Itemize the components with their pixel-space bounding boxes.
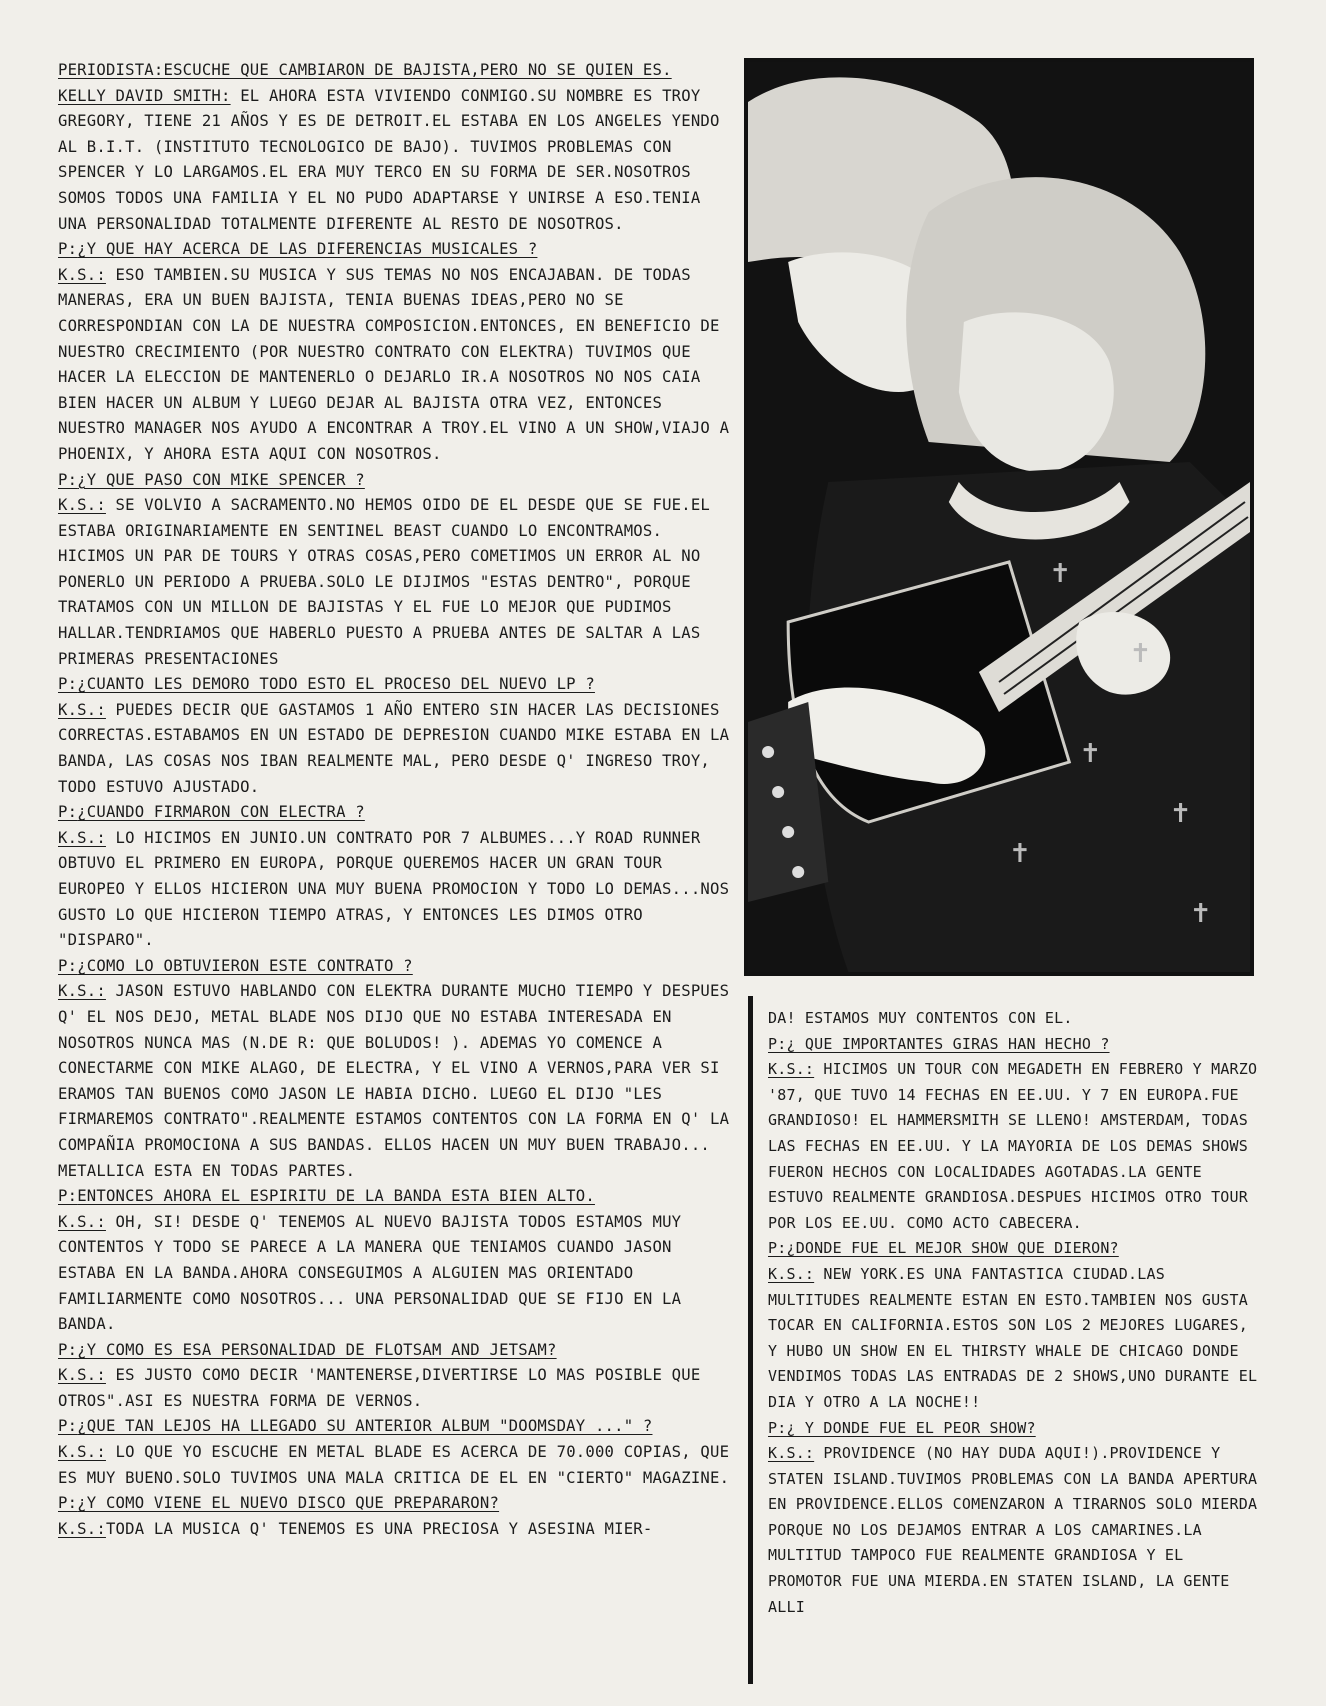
question-paragraph [58, 1184, 738, 1210]
question-text: ¿ Y DONDE FUE EL PEOR SHOW? [786, 1418, 1036, 1437]
speaker-label: PERIODISTA: [58, 61, 164, 79]
question-text: ESCUCHE QUE CAMBIARON DE BAJISTA,PERO NO SE QUIEN ES. [163, 61, 672, 79]
question-paragraph [58, 1414, 738, 1440]
left-column [58, 58, 738, 1542]
question-text: ¿Y COMO ES ESA PERSONALIDAD DE FLOTSAM AND JETSAM? [77, 1340, 557, 1359]
speaker-label: K.S.: [58, 828, 106, 847]
speaker-label: P: [58, 1187, 78, 1206]
svg-text:✝: ✝ [1189, 899, 1212, 929]
answer-paragraph [58, 1210, 738, 1338]
question-text: ¿Y QUE PASO CON MIKE SPENCER ? [77, 470, 365, 489]
question-paragraph [58, 800, 738, 826]
speaker-label: P: [58, 1340, 78, 1359]
answer-paragraph [768, 1006, 1266, 1032]
speaker-label: K.S.: [58, 1366, 106, 1385]
answer-text: PUEDES DECIR QUE GASTAMOS 1 AÑO ENTERO SIN HACER LAS DECISIONES CORRECTAS.ESTABAMOS EN UN ESTADO DE DEPRESION CUANDO MIKE ESTABA EN LA BANDA, LAS COSAS NOS IBAN REALMENTE MAL, PERO DESDE Q' INGRESO TROY, TODO ESTUVO AJUSTADO. [58, 700, 730, 796]
answer-text: ESO TAMBIEN.SU MUSICA Y SUS TEMAS NO NOS ENCAJABAN. DE TODAS MANERAS, ERA UN BUEN BAJISTA, TENIA BUENAS IDEAS,PERO NO SE CORRESPONDIAN CON LA DE NUESTRA COMPOSICION.ENTONCES, EN BENEFICIO DE NUESTRO CRECIMIENTO (POR NUESTRO CONTRATO CON ELEKTRA) TUVIMOS QUE HACER LA ELECCION DE MANTENERLO O DEJARLO IR.A NOSOTROS NO NOS CAIA BIEN HACER UN ALBUM Y LUEGO DEJAR AL BAJISTA OTRA VEZ, ENTONCES NUESTRO MANAGER NOS AYUDO A ENCONTRAR A TROY.EL VINO A UN SHOW,VIAJO A PHOENIX, Y AHORA ESTA AQUI CON NOSOTROS. [58, 265, 730, 463]
right-column [768, 1006, 1266, 1620]
speaker-label: P: [58, 675, 78, 694]
answer-paragraph [768, 1262, 1266, 1416]
answer-text: TODA LA MUSICA Q' TENEMOS ES UNA PRECIOSA Y ASESINA MIER- [105, 1519, 653, 1538]
guitarist-photo-image [748, 62, 1250, 972]
speaker-label: P: [58, 803, 78, 822]
answer-paragraph [58, 1517, 738, 1543]
band-photo [744, 58, 1254, 976]
answer-text: EL AHORA ESTA VIVIENDO CONMIGO.SU NOMBRE ES TROY GREGORY, TIENE 21 AÑOS Y ES DE DETROIT.EL ESTABA EN LOS ANGELES YENDO AL B.I.T. (INSTITUTO TECNOLOGICO DE BAJO). TUVIMOS PROBLEMAS CON SPENCER Y LO LARGAMOS.EL ERA MUY TERCO EN SU FORMA DE SER.NOSOTROS SOMOS TODOS UNA FAMILIA Y EL NO PUDO ADAPTARSE Y UNIRSE A ESO.TENIA UNA PERSONALIDAD TOTALMENTE DIFERENTE AL RESTO DE NOSOTROS. [58, 86, 720, 233]
speaker-label: P: [768, 1239, 787, 1258]
speaker-label: K.S.: [58, 265, 106, 284]
answer-paragraph [768, 1441, 1266, 1620]
question-paragraph [768, 1416, 1266, 1442]
speaker-label: K.S.: [58, 496, 106, 515]
answer-paragraph [58, 979, 738, 1184]
answer-text: NEW YORK.ES UNA FANTASTICA CIUDAD.LAS MULTITUDES REALMENTE ESTAN EN ESTO.TAMBIEN NOS GUSTA TOCAR EN CALIFORNIA.ESTOS SON LOS 2 MEJORES LUGARES, Y HUBO UN SHOW EN EL THIRSTY WHALE DE CHICAGO DONDE VENDIMOS TODAS LAS ENTRADAS DE 2 SHOWS,UNO DURANTE EL DIA Y OTRO A LA NOCHE!! [768, 1264, 1258, 1411]
speaker-label: KELLY DAVID SMITH: [58, 86, 231, 105]
question-paragraph [58, 58, 738, 84]
question-paragraph [58, 672, 738, 698]
answer-text: LO HICIMOS EN JUNIO.UN CONTRATO POR 7 ALBUMES...Y ROAD RUNNER OBTUVO EL PRIMERO EN EUROPA, PORQUE QUEREMOS HACER UN GRAN TOUR EUROPEO Y ELLOS HICIERON UNA MUY BUENA PROMOCION Y TODO LO DEMAS...NOS GUSTO LO QUE HICIERON TIEMPO ATRAS, Y ENTONCES LES DIMOS OTRO "DISPARO". [58, 828, 730, 950]
question-paragraph [58, 237, 738, 263]
speaker-label: P: [58, 1494, 78, 1513]
svg-text:✝: ✝ [1049, 559, 1072, 589]
answer-text: DA! ESTAMOS MUY CONTENTOS CON EL. [768, 1009, 1073, 1027]
question-paragraph [58, 1491, 738, 1517]
question-text: ¿DONDE FUE EL MEJOR SHOW QUE DIERON? [786, 1239, 1119, 1258]
answer-paragraph [58, 826, 738, 954]
question-text: ¿COMO LO OBTUVIERON ESTE CONTRATO ? [77, 956, 413, 975]
speaker-label: K.S.: [58, 700, 106, 719]
answer-text: OH, SI! DESDE Q' TENEMOS AL NUEVO BAJISTA TODOS ESTAMOS MUY CONTENTOS Y TODO SE PARECE A LA MANERA QUE TENIAMOS CUANDO JASON ESTABA EN LA BANDA.AHORA CONSEGUIMOS A ALGUIEN MAS ORIENTADO FAMILIARMENTE COMO NOSOTROS... UNA PERSONALIDAD QUE SE FIJO EN LA BANDA. [58, 1212, 682, 1334]
answer-paragraph [58, 84, 738, 238]
question-text: ¿CUANDO FIRMARON CON ELECTRA ? [77, 803, 365, 822]
column-divider [748, 996, 753, 1684]
speaker-label: K.S.: [768, 1264, 815, 1283]
answer-paragraph [58, 1363, 738, 1414]
speaker-label: P: [58, 240, 78, 259]
answer-paragraph [768, 1057, 1266, 1236]
question-text: ¿Y COMO VIENE EL NUEVO DISCO QUE PREPARARON? [77, 1494, 500, 1513]
question-text: ¿Y QUE HAY ACERCA DE LAS DIFERENCIAS MUSICALES ? [77, 240, 538, 259]
answer-text: PROVIDENCE (NO HAY DUDA AQUI!).PROVIDENCE Y STATEN ISLAND.TUVIMOS PROBLEMAS CON LA BANDA APERTURA EN PROVIDENCE.ELLOS COMENZARON A TIRARNOS SOLO MIERDA PORQUE NO LOS DEJAMOS ENTRAR A LOS CAMARINES.LA MULTITUD TAMPOCO FUE REALMENTE GRANDIOSA Y EL PROMOTOR FUE UNA MIERDA.EN STATEN ISLAND, LA GENTE ALLI [768, 1444, 1258, 1616]
question-paragraph [58, 468, 738, 494]
speaker-label: K.S.: [768, 1060, 815, 1079]
question-text: ¿QUE TAN LEJOS HA LLEGADO SU ANTERIOR ALBUM "DOOMSDAY ..." ? [77, 1417, 653, 1436]
speaker-label: P: [58, 1417, 78, 1436]
answer-paragraph [58, 1440, 738, 1491]
speaker-label: K.S.: [58, 1443, 106, 1462]
question-paragraph [768, 1032, 1266, 1058]
svg-text:✝: ✝ [1009, 839, 1031, 869]
speaker-label: P: [768, 1034, 787, 1053]
speaker-label: K.S.: [58, 982, 106, 1001]
question-paragraph [58, 954, 738, 980]
answer-text: SE VOLVIO A SACRAMENTO.NO HEMOS OIDO DE EL DESDE QUE SE FUE.EL ESTABA ORIGINARIAMENTE EN SENTINEL BEAST CUANDO LO ENCONTRAMOS. HICIMOS UN PAR DE TOURS Y OTRAS COSAS,PERO COMETIMOS UN ERROR AL NO PONERLO UN PERIODO A PRUEBA.SOLO LE DIJIMOS "ESTAS DENTRO", PORQUE TRATAMOS CON UN MILLON DE BAJISTAS Y EL FUE LO MEJOR QUE PUDIMOS HALLAR.TENDRIAMOS QUE HABERLO PUESTO A PRUEBA ANTES DE SALTAR A LAS PRIMERAS PRESENTACIONES [58, 496, 711, 668]
speaker-label: K.S.: [768, 1444, 815, 1463]
answer-text: HICIMOS UN TOUR CON MEGADETH EN FEBRERO Y MARZO '87, QUE TUVO 14 FECHAS EN EE.UU. Y 7 EN EUROPA.FUE GRANDIOSO! EL HAMMERSMITH SE LLENO! AMSTERDAM, TODAS LAS FECHAS EN EE.UU. Y LA MAYORIA DE LOS DEMAS SHOWS FUERON HECHOS CON LOCALIDADES AGOTADAS.LA GENTE ESTUVO REALMENTE GRANDIOSA.DESPUES HICIMOS OTRO TOUR POR LOS EE.UU. COMO ACTO CABECERA. [768, 1060, 1258, 1232]
question-text: ¿ QUE IMPORTANTES GIRAS HAN HECHO ? [786, 1034, 1110, 1053]
answer-paragraph [58, 263, 738, 468]
speaker-label: K.S.: [58, 1519, 106, 1538]
question-paragraph [58, 1338, 738, 1364]
svg-text:✝: ✝ [1079, 739, 1102, 769]
answer-paragraph [58, 698, 738, 800]
speaker-label: P: [58, 956, 78, 975]
question-text: ¿CUANTO LES DEMORO TODO ESTO EL PROCESO DEL NUEVO LP ? [77, 675, 595, 694]
answer-text: JASON ESTUVO HABLANDO CON ELEKTRA DURANTE MUCHO TIEMPO Y DESPUES Q' EL NOS DEJO, METAL BLADE NOS DIJO QUE NO ESTABA INTERESADA EN NOSOTROS NUNCA MAS (N.DE R: QUE BOLUDOS! ). ADEMAS YO COMENCE A CONECTARME CON MIKE ALAGO, DE ELECTRA, Y EL VINO A VERNOS,PARA VER SI ERAMOS TAN BUENOS COMO JASON LE HABIA DICHO. LUEGO EL DIJO "LES FIRMAREMOS CONTRATO".REALMENTE ESTAMOS CONTENTOS CON LA FORMA EN Q' LA COMPAÑIA PROMOCIONA A SUS BANDAS. ELLOS HACEN UN MUY BUEN TRABAJO... METALLICA ESTA EN TODAS PARTES. [58, 982, 730, 1180]
question-text: ENTONCES AHORA EL ESPIRITU DE LA BANDA ESTA BIEN ALTO. [77, 1187, 595, 1206]
speaker-label: K.S.: [58, 1212, 106, 1231]
speaker-label: P: [58, 470, 78, 489]
answer-paragraph [58, 493, 738, 672]
answer-text: ES JUSTO COMO DECIR 'MANTENERSE,DIVERTIRSE LO MAS POSIBLE QUE OTROS".ASI ES NUESTRA FORMA DE VERNOS. [58, 1366, 701, 1410]
svg-text:✝: ✝ [1169, 799, 1192, 829]
svg-text:✝: ✝ [1129, 639, 1152, 669]
answer-text: LO QUE YO ESCUCHE EN METAL BLADE ES ACERCA DE 70.000 COPIAS, QUE ES MUY BUENO.SOLO TUVIMOS UNA MALA CRITICA DE EL EN "CIERTO" MAGAZINE. [58, 1443, 730, 1487]
question-paragraph [768, 1236, 1266, 1262]
speaker-label: P: [768, 1418, 787, 1437]
